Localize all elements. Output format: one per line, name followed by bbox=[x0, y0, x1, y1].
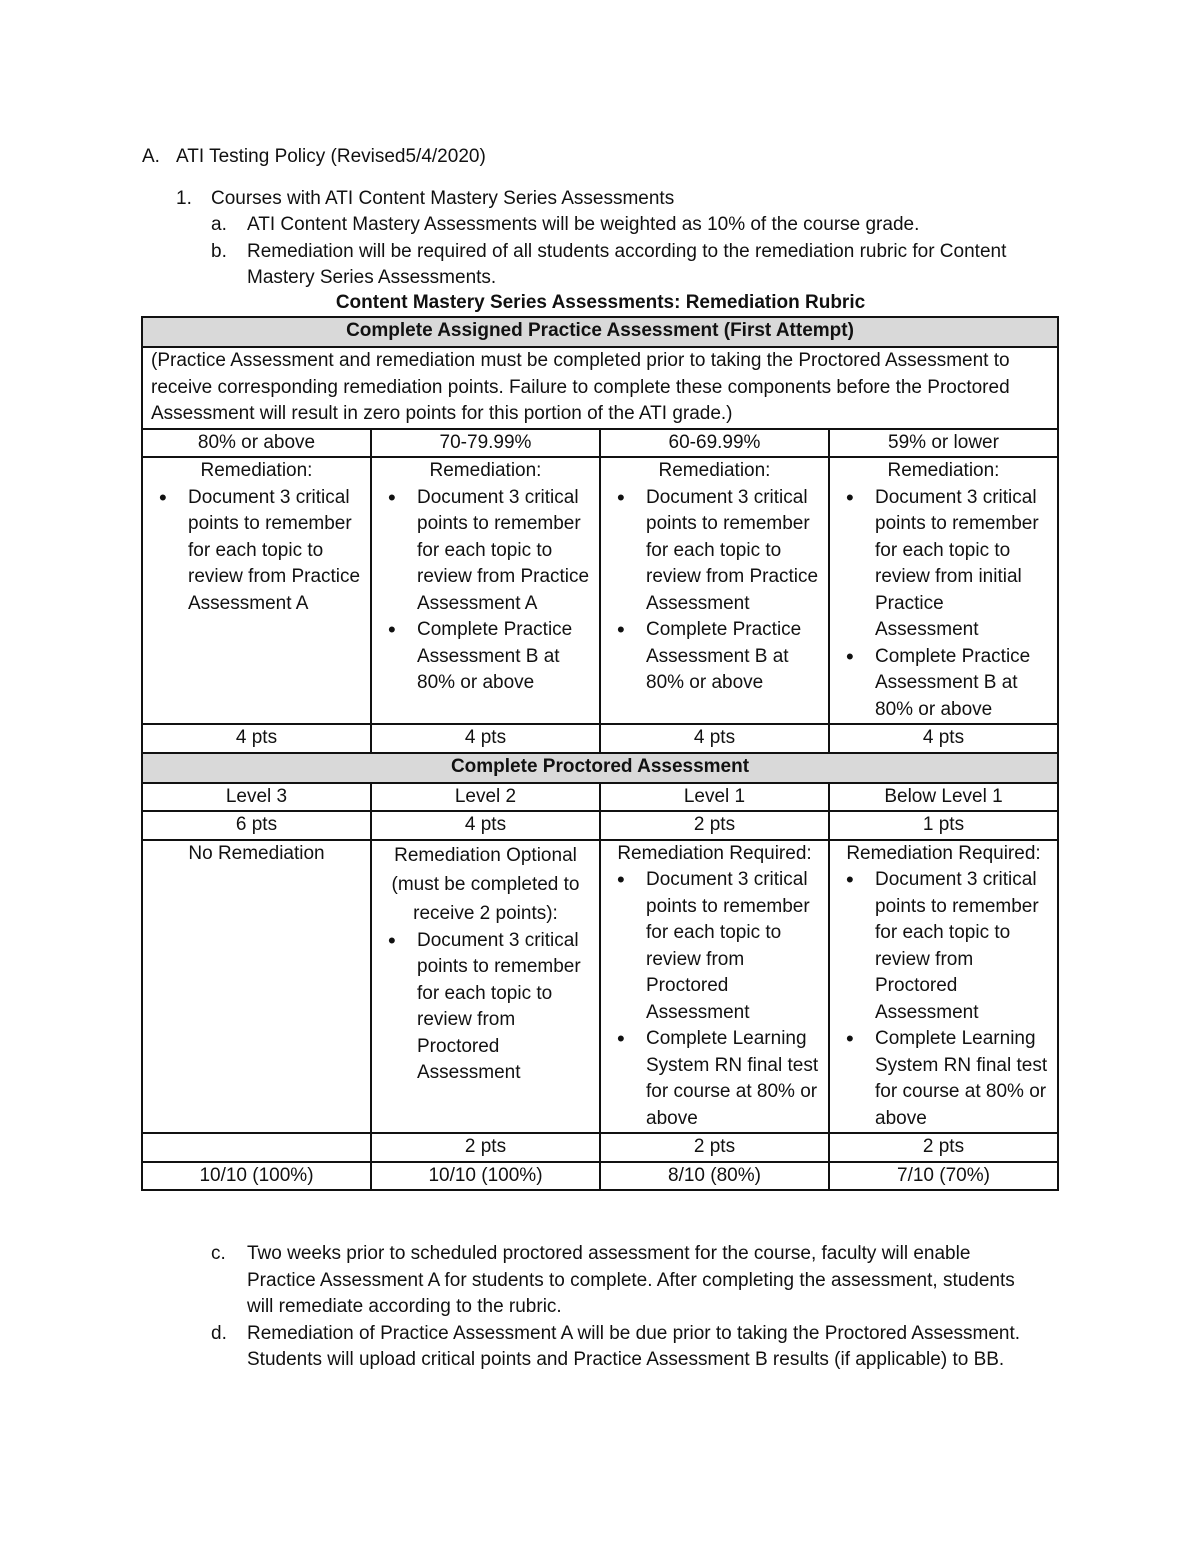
remediation-title: Remediation Required: bbox=[846, 842, 1041, 864]
table-row bbox=[142, 347, 1058, 429]
remediation-points: 2 pts bbox=[600, 1133, 829, 1162]
practice-remediation-cell bbox=[600, 457, 829, 724]
item-a-marker: a. bbox=[211, 214, 227, 235]
practice-range: 70-79.99% bbox=[371, 429, 600, 458]
remediation-list bbox=[380, 928, 591, 1087]
level-label: Level 2 bbox=[371, 783, 600, 812]
level-label: Level 1 bbox=[600, 783, 829, 812]
table-row bbox=[142, 840, 1058, 1134]
list-item: • Document 3 critical points to remember for each topic to review from Practice Assessment bbox=[609, 485, 820, 618]
practice-remediation-cell bbox=[142, 457, 371, 724]
table-row bbox=[142, 1133, 1058, 1162]
list-item: • Complete Practice Assessment B at 80% or above bbox=[838, 644, 1049, 724]
proctored-header: Complete Proctored Assessment bbox=[142, 753, 1058, 783]
remediation-points: 2 pts bbox=[829, 1133, 1058, 1162]
remediation-points bbox=[142, 1133, 371, 1162]
item-b-line-1: Remediation will be required of all students according to the remediation rubric for Content bbox=[247, 241, 1007, 262]
practice-remediation-cell bbox=[371, 457, 600, 724]
practice-points: 4 pts bbox=[142, 724, 371, 753]
table-row bbox=[142, 811, 1058, 840]
remediation-title: Remediation: bbox=[887, 460, 1000, 481]
list-item: • Document 3 critical points to remember for each topic to review from Practice Assessment A bbox=[380, 485, 591, 618]
practice-points: 4 pts bbox=[371, 724, 600, 753]
table-row bbox=[142, 753, 1058, 783]
practice-remediation-cell bbox=[829, 457, 1058, 724]
level-points: 2 pts bbox=[600, 811, 829, 840]
level-points: 4 pts bbox=[371, 811, 600, 840]
proctored-remediation-cell bbox=[371, 840, 600, 1134]
table-row bbox=[142, 317, 1058, 347]
list-item: • Document 3 critical points to remember for each topic to review from initial Practice Assessment bbox=[838, 485, 1049, 644]
list-item: • Document 3 critical points to remember for each topic to review from Proctored Assessment bbox=[380, 928, 591, 1087]
remediation-list bbox=[838, 485, 1049, 724]
remediation-title: Remediation: bbox=[429, 460, 542, 481]
remediation-title: Remediation: bbox=[200, 460, 313, 481]
list-item: • Document 3 critical points to remember for each topic to review from Practice Assessment A bbox=[151, 485, 362, 618]
section-marker: A. bbox=[142, 146, 160, 167]
remediation-rubric-table bbox=[141, 316, 1059, 1191]
remediation-title: Remediation: bbox=[658, 460, 771, 481]
table-row bbox=[142, 1162, 1058, 1191]
item-c-marker: c. bbox=[211, 1243, 226, 1264]
table-row bbox=[142, 429, 1058, 458]
item-c-line-2: Practice Assessment A for students to complete. After completing the assessment, students bbox=[247, 1270, 1015, 1291]
remediation-list bbox=[151, 485, 362, 618]
practice-range: 59% or lower bbox=[829, 429, 1058, 458]
list-item: • Complete Practice Assessment B at 80% or above bbox=[609, 617, 820, 697]
rubric-caption: Content Mastery Series Assessments: Remediation Rubric bbox=[335, 292, 866, 313]
remediation-title: No Remediation bbox=[188, 842, 325, 864]
level-label: Below Level 1 bbox=[829, 783, 1058, 812]
section-title: ATI Testing Policy (Revised5/4/2020) bbox=[176, 146, 486, 167]
remediation-points: 2 pts bbox=[371, 1133, 600, 1162]
list-item: • Document 3 critical points to remember for each topic to review from Proctored Assessment bbox=[838, 867, 1049, 1026]
practice-range: 80% or above bbox=[142, 429, 371, 458]
list-item: • Complete Practice Assessment B at 80% or above bbox=[380, 617, 591, 697]
level-label: Level 3 bbox=[142, 783, 371, 812]
list-item: • Complete Learning System RN final test for course at 80% or above bbox=[609, 1026, 820, 1132]
item-b-line-2: Mastery Series Assessments. bbox=[247, 267, 497, 288]
proctored-remediation-cell bbox=[600, 840, 829, 1134]
practice-points: 4 pts bbox=[829, 724, 1058, 753]
practice-range: 60-69.99% bbox=[600, 429, 829, 458]
level-points: 6 pts bbox=[142, 811, 371, 840]
item-c-line-1: Two weeks prior to scheduled proctored assessment for the course, faculty will enable bbox=[247, 1243, 971, 1264]
proctored-remediation-cell bbox=[142, 840, 371, 1134]
level-points: 1 pts bbox=[829, 811, 1058, 840]
remediation-title: Remediation Optional (must be completed to receive 2 points): bbox=[391, 844, 580, 924]
practice-header: Complete Assigned Practice Assessment (First Attempt) bbox=[142, 317, 1058, 347]
list-item: • Document 3 critical points to remember for each topic to review from Proctored Assessment bbox=[609, 867, 820, 1026]
item-d-line-2: Students will upload critical points and Practice Assessment B results (if applicable) to BB. bbox=[247, 1349, 1005, 1370]
item-d-marker: d. bbox=[211, 1323, 227, 1344]
list-item: • Complete Learning System RN final test for course at 80% or above bbox=[838, 1026, 1049, 1132]
table-row bbox=[142, 724, 1058, 753]
proctored-remediation-cell bbox=[829, 840, 1058, 1134]
item-b-marker: b. bbox=[211, 241, 227, 262]
total-score: 7/10 (70%) bbox=[829, 1162, 1058, 1191]
table-row bbox=[142, 457, 1058, 724]
remediation-title: Remediation Required: bbox=[617, 842, 812, 864]
total-score: 10/10 (100%) bbox=[142, 1162, 371, 1191]
remediation-list bbox=[609, 485, 820, 697]
remediation-list bbox=[838, 867, 1049, 1132]
practice-points: 4 pts bbox=[600, 724, 829, 753]
item-c-line-3: will remediate according to the rubric. bbox=[247, 1296, 562, 1317]
item-d-line-1: Remediation of Practice Assessment A will be due prior to taking the Proctored Assessment. bbox=[247, 1323, 1021, 1344]
table-row bbox=[142, 783, 1058, 812]
item-1-text: Courses with ATI Content Mastery Series Assessments bbox=[211, 188, 675, 209]
item-1-marker: 1. bbox=[176, 188, 192, 209]
practice-note: (Practice Assessment and remediation must be completed prior to taking the Proctored Assessment to receive corresponding remediation points. Failure to complete these components before the Proctored Assessment will result in zero points for this portion of the ATI grade.) bbox=[142, 347, 1058, 429]
remediation-list bbox=[609, 867, 820, 1132]
remediation-list bbox=[380, 485, 591, 697]
total-score: 8/10 (80%) bbox=[600, 1162, 829, 1191]
total-score: 10/10 (100%) bbox=[371, 1162, 600, 1191]
item-a-text: ATI Content Mastery Assessments will be weighted as 10% of the course grade. bbox=[247, 214, 920, 235]
